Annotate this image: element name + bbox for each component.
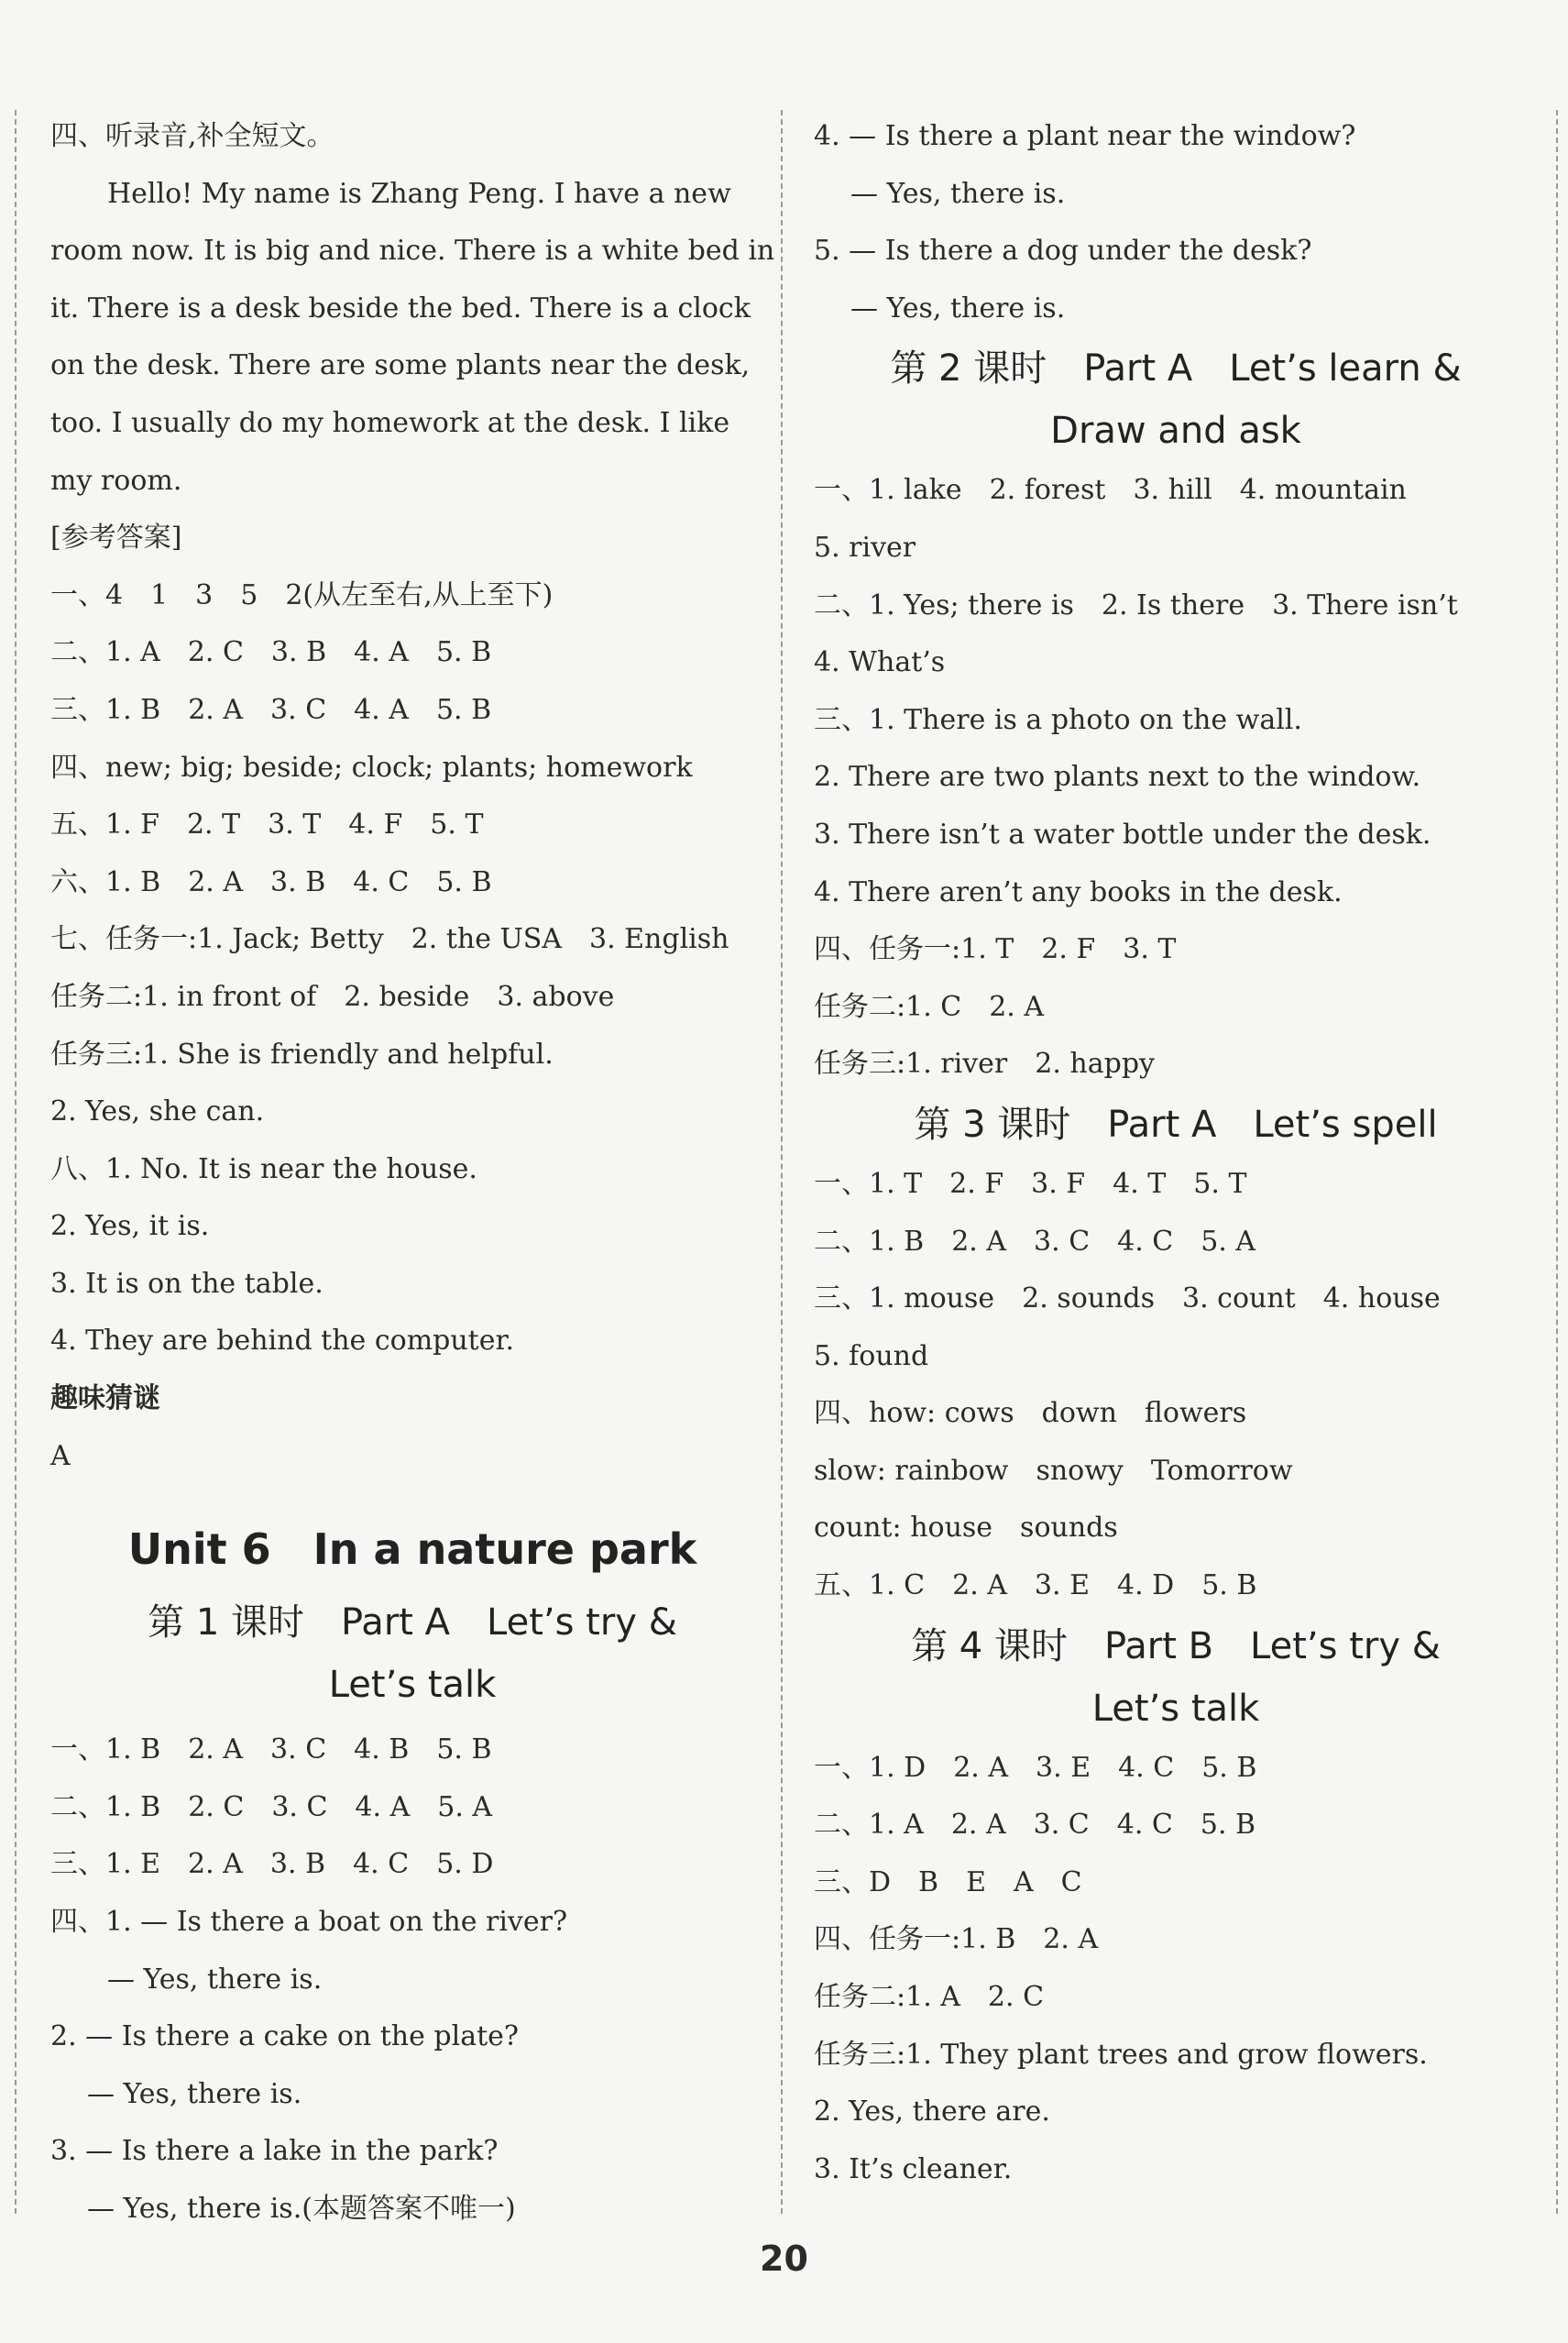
answer-line: 二、1. B 2. C 3. C 4. A 5. A — [50, 1790, 493, 1823]
answer-line: 2. Yes, it is. — [50, 1210, 210, 1243]
answer-line: 一、1. D 2. A 3. E 4. C 5. B — [814, 1751, 1257, 1784]
answer-line: 任务二:1. in front of 2. beside 3. above — [50, 980, 615, 1013]
answer-line: 二、1. Yes; there is 2. Is there 3. There isn’t — [814, 588, 1458, 622]
passage-line: room now. It is big and nice. There is a white bed in — [50, 235, 775, 268]
answer-line: 4. — Is there a plant near the window? — [814, 120, 1356, 152]
answer-line: 八、1. No. It is near the house. — [50, 1152, 477, 1185]
answer-line: 二、1. A 2. C 3. B 4. A 5. B — [50, 636, 492, 669]
answer-line: — Yes, there is. — [87, 2077, 302, 2110]
passage-line: on the desk. There are some plants near the desk, — [50, 349, 751, 382]
answer-line: 任务三:1. They plant trees and grow flowers. — [814, 2038, 1428, 2071]
answer-line: 5. found — [814, 1339, 929, 1372]
answer-line: — Yes, there is. — [850, 292, 1066, 324]
answer-line: 四、任务一:1. B 2. A — [814, 1923, 1099, 1956]
riddle-answer: A — [50, 1439, 71, 1472]
left-column — [50, 108, 774, 2238]
answer-line: 4. What’s — [814, 646, 946, 679]
lesson-1-subtitle: Let’s talk — [328, 1664, 497, 1707]
answer-line: 五、1. C 2. A 3. E 4. D 5. B — [814, 1569, 1257, 1602]
answer-line: 任务二:1. C 2. A — [814, 990, 1045, 1023]
section-heading: 四、听录音,补全短文。 — [50, 120, 334, 152]
answer-line: 三、1. E 2. A 3. B 4. C 5. D — [50, 1848, 494, 1881]
answer-line: — Yes, there is. — [107, 1963, 323, 1996]
answer-line: 3. There isn’t a water bottle under the desk. — [814, 818, 1431, 851]
answer-line: 4. They are behind the computer. — [50, 1325, 515, 1358]
passage-line: it. There is a desk beside the bed. There is a clock — [50, 292, 751, 324]
answer-line: 三、1. There is a photo on the wall. — [814, 703, 1302, 736]
answer-line: 3. It’s cleaner. — [814, 2152, 1013, 2185]
answer-line: slow: rainbow snowy Tomorrow — [814, 1454, 1293, 1487]
answer-line: 一、1. lake 2. forest 3. hill 4. mountain — [814, 474, 1407, 507]
unit-title: Unit 6 In a nature park — [127, 1524, 697, 1575]
answer-line: 2. — Is there a cake on the plate? — [50, 2020, 519, 2053]
reference-answers-label: [参考答案] — [50, 522, 182, 555]
answer-line: 三、D B E A C — [814, 1865, 1082, 1898]
lesson-1-title: 第 1 课时 Part A Let’s try & — [148, 1601, 677, 1644]
answer-line: 2. Yes, she can. — [50, 1095, 265, 1128]
answer-line: 一、4 1 3 5 2(从左至右,从上至下) — [50, 578, 554, 611]
column-divider — [781, 110, 783, 2214]
lesson-2-subtitle: Draw and ask — [1050, 410, 1301, 453]
answer-line: 二、1. B 2. A 3. C 4. C 5. A — [814, 1225, 1256, 1258]
answer-line: 3. It is on the table. — [50, 1267, 323, 1300]
answer-line: 三、1. B 2. A 3. C 4. A 5. B — [50, 693, 492, 726]
answer-line: 三、1. mouse 2. sounds 3. count 4. house — [814, 1282, 1441, 1315]
lesson-4-title: 第 4 课时 Part B Let’s try & — [911, 1624, 1441, 1667]
answer-line: 五、1. F 2. T 3. T 4. F 5. T — [50, 808, 484, 842]
riddle-heading: 趣味猜谜 — [50, 1382, 160, 1415]
answer-line: 二、1. A 2. A 3. C 4. C 5. B — [814, 1809, 1256, 1842]
answer-line: count: house sounds — [814, 1512, 1118, 1545]
answer-line: 四、how: cows down flowers — [814, 1397, 1247, 1430]
answer-line: 任务三:1. river 2. happy — [814, 1048, 1155, 1081]
answer-line: — Yes, there is.(本题答案不唯一) — [87, 2193, 516, 2225]
passage-line: my room. — [50, 464, 182, 497]
right-column — [814, 108, 1538, 2198]
answer-line: 4. There aren’t any books in the desk. — [814, 875, 1343, 908]
answer-line: 5. — Is there a dog under the desk? — [814, 235, 1312, 268]
answer-line: 四、任务一:1. T 2. F 3. T — [814, 933, 1177, 966]
answer-line: 任务二:1. A 2. C — [814, 1981, 1045, 2014]
answer-line: 5. river — [814, 531, 916, 564]
lesson-2-title: 第 2 课时 Part A Let’s learn & — [890, 347, 1462, 390]
right-margin-rule — [1556, 110, 1558, 2214]
answer-line: 2. Yes, there are. — [814, 2096, 1050, 2128]
answer-line: 四、new; big; beside; clock; plants; homework — [50, 751, 693, 784]
left-margin-rule — [15, 110, 16, 2214]
answer-line: 3. — Is there a lake in the park? — [50, 2135, 499, 2168]
answer-line: 四、1. — Is there a boat on the river? — [50, 1906, 568, 1939]
passage-line: Hello! My name is Zhang Peng. I have a new — [107, 177, 731, 210]
lesson-3-title: 第 3 课时 Part A Let’s spell — [914, 1103, 1438, 1146]
answer-line: 七、任务一:1. Jack; Betty 2. the USA 3. English — [50, 923, 729, 956]
lesson-4-subtitle: Let’s talk — [1091, 1687, 1260, 1730]
page-number: 20 — [760, 2238, 808, 2279]
answer-line: 一、1. B 2. A 3. C 4. B 5. B — [50, 1733, 492, 1766]
answer-line: — Yes, there is. — [850, 177, 1066, 210]
answer-line: 一、1. T 2. F 3. F 4. T 5. T — [814, 1167, 1247, 1200]
passage-line: too. I usually do my homework at the desk. I like — [50, 406, 730, 439]
answer-line: 2. There are two plants next to the window. — [814, 761, 1421, 794]
answer-line: 六、1. B 2. A 3. B 4. C 5. B — [50, 865, 492, 898]
answer-line: 任务三:1. She is friendly and helpful. — [50, 1038, 554, 1071]
